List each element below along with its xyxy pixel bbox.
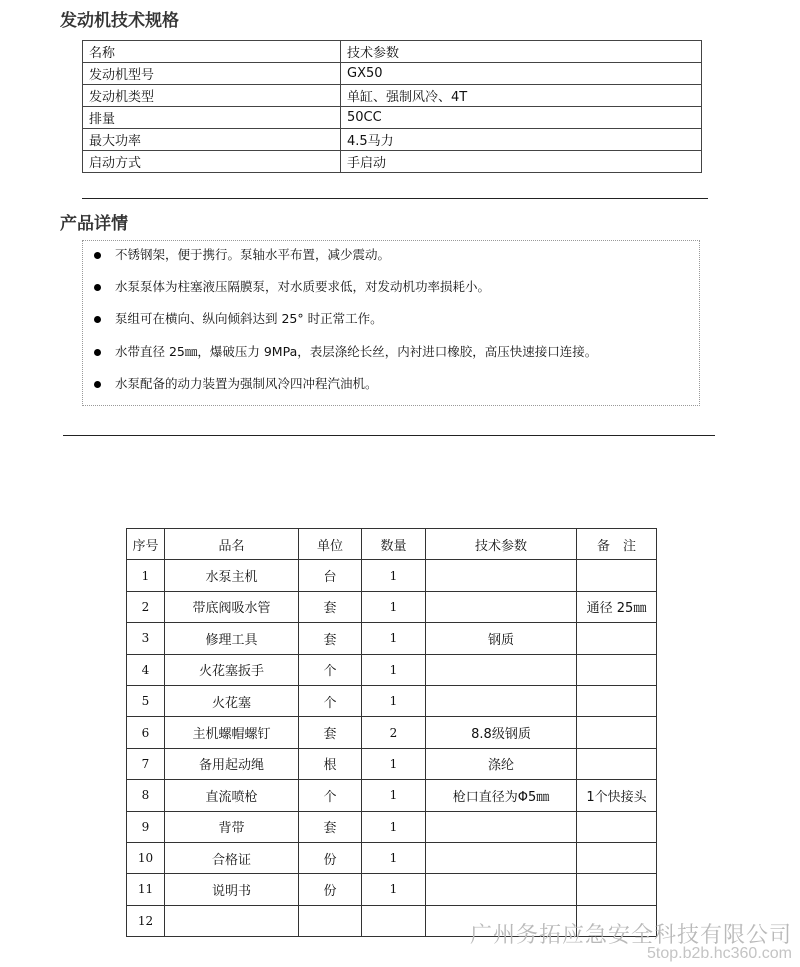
spec-value-cell: 单缸、强制风冷、4T — [341, 85, 702, 107]
spec-value-cell: 技术参数 — [341, 41, 702, 63]
parts-cell: 火花塞扳手 — [165, 654, 299, 685]
parts-row — [127, 874, 657, 905]
bullet-icon — [94, 252, 101, 259]
parts-header-row — [127, 529, 657, 560]
parts-cell: 2 — [127, 591, 165, 622]
parts-cell: 说明书 — [165, 874, 299, 905]
spec-row — [83, 151, 702, 173]
spec-name-cell: 名称 — [83, 41, 341, 63]
parts-cell: 主机螺帽螺钉 — [165, 717, 299, 748]
parts-row — [127, 717, 657, 748]
parts-row — [127, 780, 657, 811]
parts-cell: 1 — [362, 685, 426, 716]
watermark-site: 5top.b2b.hc360.com — [647, 945, 792, 962]
bullet-icon — [94, 381, 101, 388]
parts-cell: 背带 — [165, 811, 299, 842]
details-item-text: 不锈钢架，便于携行。泵轴水平布置，减少震动。 — [115, 247, 391, 262]
parts-cell — [165, 905, 299, 936]
parts-cell: 12 — [127, 905, 165, 936]
parts-cell: 7 — [127, 748, 165, 779]
parts-cell: 1个快接头 — [577, 780, 657, 811]
parts-cell — [426, 811, 577, 842]
spec-name-cell: 排量 — [83, 107, 341, 129]
parts-cell: 个 — [299, 654, 362, 685]
parts-cell: 1 — [127, 560, 165, 591]
parts-cell: 钢质 — [426, 623, 577, 654]
parts-cell: 1 — [362, 623, 426, 654]
parts-cell: 1 — [362, 842, 426, 873]
parts-cell: 份 — [299, 842, 362, 873]
parts-cell — [362, 905, 426, 936]
details-item-text: 水泵配备的动力装置为强制风冷四冲程汽油机。 — [115, 376, 378, 391]
spec-name-cell: 最大功率 — [83, 129, 341, 151]
parts-cell: 10 — [127, 842, 165, 873]
parts-cell: 套 — [299, 811, 362, 842]
spec-section-title: 发动机技术规格 — [60, 11, 179, 31]
details-item-text: 水泵泵体为柱塞液压隔膜泵，对水质要求低，对发动机功率损耗小。 — [115, 279, 491, 294]
parts-cell — [577, 811, 657, 842]
parts-cell — [577, 842, 657, 873]
parts-row — [127, 842, 657, 873]
parts-header-cell: 品名 — [165, 529, 299, 560]
parts-cell: 11 — [127, 874, 165, 905]
parts-cell: 枪口直径为Φ5㎜ — [426, 780, 577, 811]
parts-cell: 个 — [299, 685, 362, 716]
spec-value-cell: GX50 — [341, 63, 702, 85]
divider — [63, 435, 715, 436]
parts-cell — [426, 591, 577, 622]
details-section-title: 产品详情 — [60, 214, 128, 234]
parts-row — [127, 748, 657, 779]
spec-value-cell: 4.5马力 — [341, 129, 702, 151]
parts-cell: 1 — [362, 748, 426, 779]
parts-cell: 台 — [299, 560, 362, 591]
parts-row — [127, 685, 657, 716]
spec-value-cell: 手启动 — [341, 151, 702, 173]
parts-cell — [577, 685, 657, 716]
parts-cell — [426, 874, 577, 905]
parts-cell: 9 — [127, 811, 165, 842]
parts-row — [127, 623, 657, 654]
spec-name-cell: 启动方式 — [83, 151, 341, 173]
parts-cell: 3 — [127, 623, 165, 654]
parts-cell — [426, 560, 577, 591]
spec-row — [83, 41, 702, 63]
parts-cell: 火花塞 — [165, 685, 299, 716]
parts-cell — [426, 654, 577, 685]
parts-cell: 直流喷枪 — [165, 780, 299, 811]
parts-cell: 1 — [362, 654, 426, 685]
details-box — [82, 240, 700, 406]
bullet-icon — [94, 349, 101, 356]
parts-header-cell: 单位 — [299, 529, 362, 560]
parts-cell: 6 — [127, 717, 165, 748]
parts-header-cell: 数量 — [362, 529, 426, 560]
parts-cell: 通径 25㎜ — [577, 591, 657, 622]
spec-name-cell: 发动机型号 — [83, 63, 341, 85]
parts-cell: 根 — [299, 748, 362, 779]
parts-cell: 修理工具 — [165, 623, 299, 654]
parts-cell — [577, 623, 657, 654]
parts-cell: 8 — [127, 780, 165, 811]
parts-cell — [577, 654, 657, 685]
parts-cell: 带底阀吸水管 — [165, 591, 299, 622]
parts-cell: 1 — [362, 591, 426, 622]
parts-cell — [577, 717, 657, 748]
details-item — [93, 374, 693, 394]
details-item — [93, 342, 693, 362]
parts-row — [127, 654, 657, 685]
spec-row — [83, 85, 702, 107]
parts-cell: 套 — [299, 717, 362, 748]
parts-cell: 1 — [362, 560, 426, 591]
details-item-text: 水带直径 25㎜，爆破压力 9MPa，表层涤纶长丝，内衬进口橡胶，高压快速接口连接。 — [115, 344, 598, 359]
parts-cell — [577, 748, 657, 779]
details-item — [93, 277, 693, 297]
parts-header-cell: 技术参数 — [426, 529, 577, 560]
parts-row — [127, 811, 657, 842]
spec-value-cell: 50CC — [341, 107, 702, 129]
spec-row — [83, 129, 702, 151]
parts-table — [126, 528, 657, 937]
bullet-icon — [94, 316, 101, 323]
watermark-company: 广州务拓应急安全科技有限公司 — [469, 923, 792, 948]
details-item — [93, 309, 693, 329]
parts-cell: 个 — [299, 780, 362, 811]
spec-row — [83, 63, 702, 85]
parts-cell: 1 — [362, 780, 426, 811]
parts-cell — [426, 685, 577, 716]
parts-cell: 1 — [362, 811, 426, 842]
parts-row — [127, 591, 657, 622]
spec-row — [83, 107, 702, 129]
parts-cell: 涤纶 — [426, 748, 577, 779]
parts-cell: 1 — [362, 874, 426, 905]
parts-cell: 水泵主机 — [165, 560, 299, 591]
divider — [82, 198, 708, 199]
parts-cell: 5 — [127, 685, 165, 716]
spec-name-cell: 发动机类型 — [83, 85, 341, 107]
parts-cell: 备用起动绳 — [165, 748, 299, 779]
parts-row — [127, 560, 657, 591]
parts-cell: 合格证 — [165, 842, 299, 873]
parts-cell: 8.8级钢质 — [426, 717, 577, 748]
parts-cell: 套 — [299, 591, 362, 622]
bullet-icon — [94, 284, 101, 291]
parts-cell — [299, 905, 362, 936]
parts-cell: 2 — [362, 717, 426, 748]
details-item — [93, 245, 693, 265]
spec-table — [82, 40, 702, 173]
parts-header-cell: 备 注 — [577, 529, 657, 560]
parts-cell: 套 — [299, 623, 362, 654]
details-item-text: 泵组可在横向、纵向倾斜达到 25° 时正常工作。 — [115, 311, 383, 326]
parts-cell — [426, 842, 577, 873]
parts-header-cell: 序号 — [127, 529, 165, 560]
parts-cell — [577, 874, 657, 905]
parts-cell: 4 — [127, 654, 165, 685]
parts-cell: 份 — [299, 874, 362, 905]
parts-cell — [577, 560, 657, 591]
